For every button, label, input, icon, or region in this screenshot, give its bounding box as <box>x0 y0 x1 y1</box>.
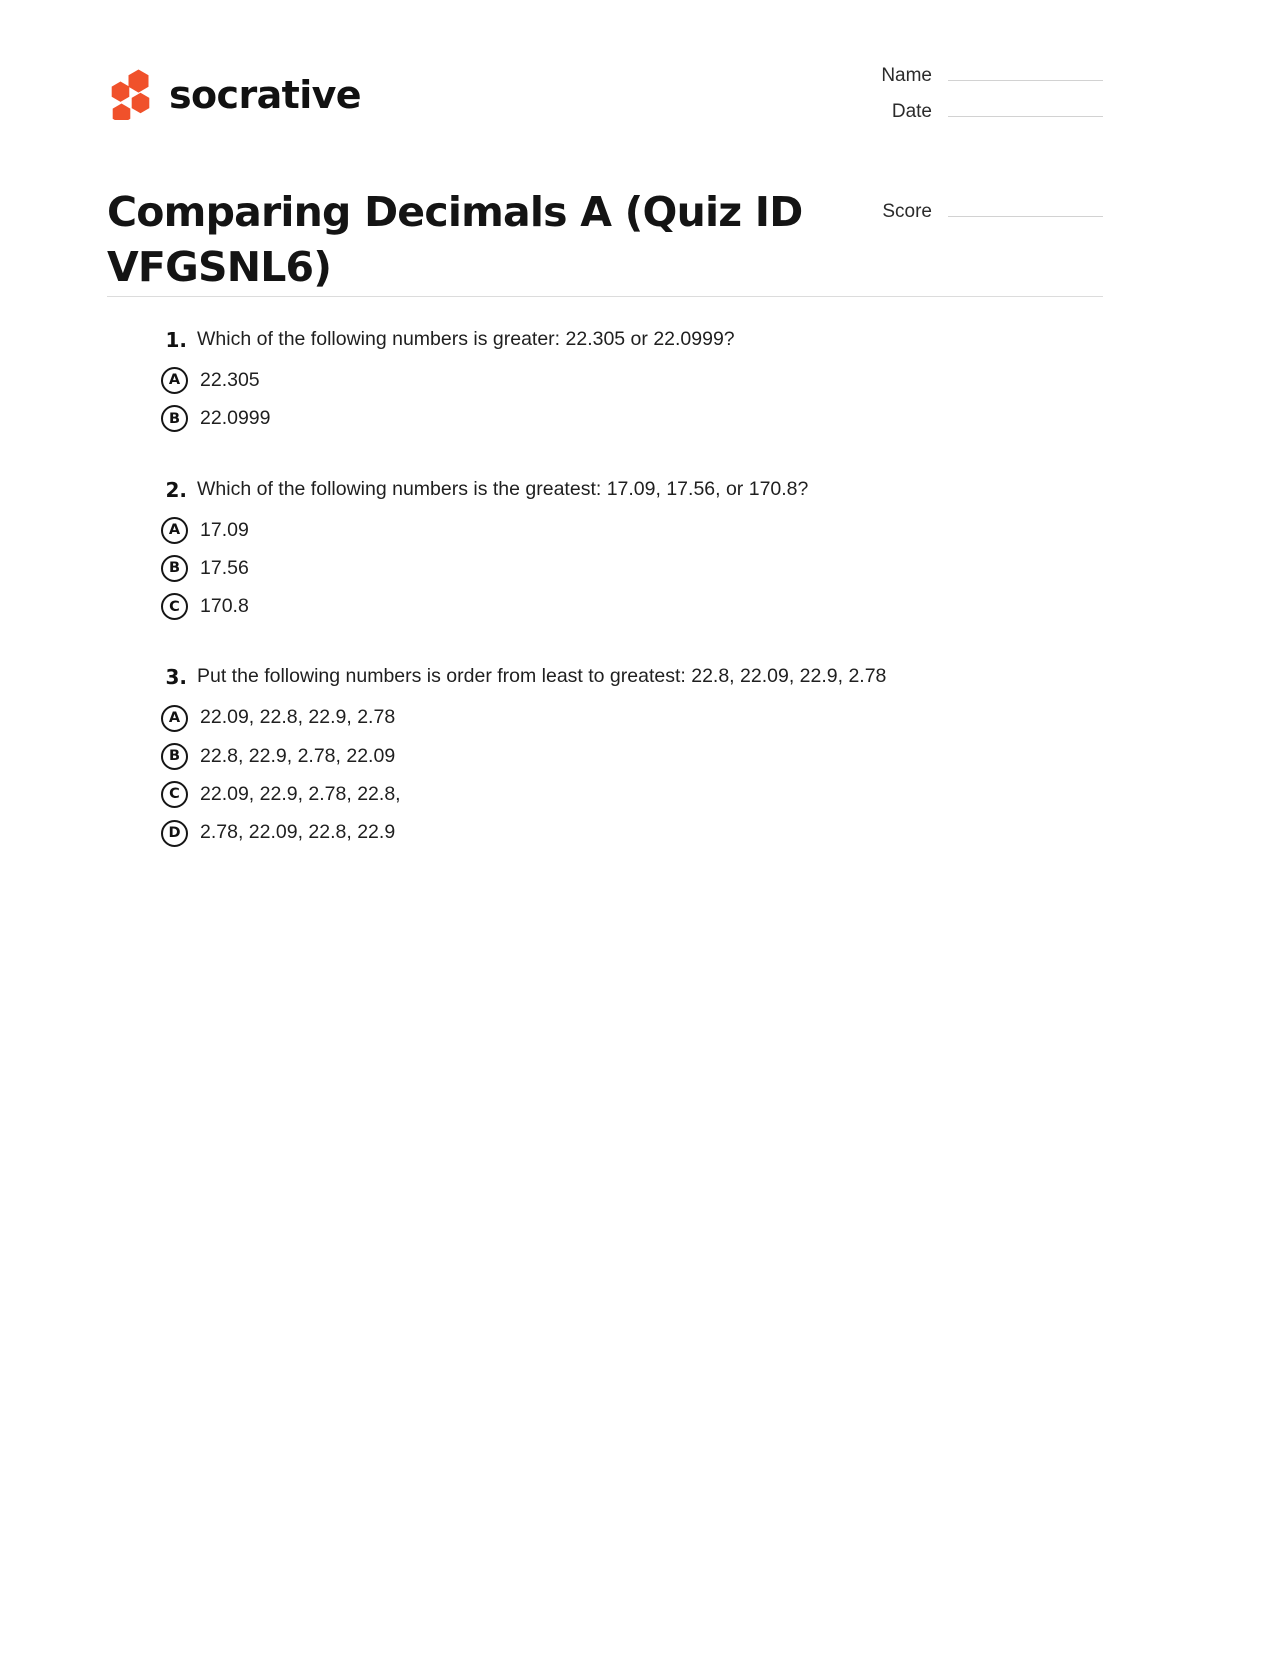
page-header <box>107 60 1103 222</box>
answer-choice[interactable] <box>107 819 1103 846</box>
name-field-row <box>773 60 1103 87</box>
answer-choice[interactable] <box>107 367 1103 394</box>
choice-label: 17.09 <box>200 518 249 541</box>
choice-label: 22.09, 22.8, 22.9, 2.78 <box>200 706 396 729</box>
answer-choice[interactable] <box>107 517 1103 544</box>
name-field-input[interactable] <box>948 60 1103 81</box>
question-number: 3. <box>165 665 187 690</box>
question-text: Which of the following numbers is the greatest: 17.09, 17.56, or 170.8? <box>197 477 809 500</box>
question-prompt <box>107 475 1103 505</box>
brand-name: socrative <box>169 73 361 117</box>
answer-choice[interactable] <box>107 555 1103 582</box>
choice-bubble-a[interactable]: A <box>161 367 188 394</box>
answer-choice[interactable] <box>107 405 1103 432</box>
score-field-label: Score <box>882 201 932 222</box>
choice-bubble-c[interactable]: C <box>161 593 188 620</box>
choice-label: 22.305 <box>200 369 260 391</box>
choice-bubble-a[interactable]: A <box>161 705 188 732</box>
question-block <box>107 662 1103 846</box>
choice-label: 2.78, 22.09, 22.8, 22.9 <box>200 821 396 844</box>
answer-choice[interactable] <box>107 704 1103 731</box>
header-divider <box>107 296 1103 297</box>
choice-bubble-b[interactable]: B <box>161 743 188 770</box>
answer-choice[interactable] <box>107 743 1103 770</box>
choice-label: 170.8 <box>200 595 249 618</box>
answer-choice[interactable] <box>107 781 1103 808</box>
choice-label: 22.8, 22.9, 2.78, 22.09 <box>200 744 396 767</box>
date-field-row <box>773 96 1103 123</box>
score-field-input[interactable] <box>948 196 1103 217</box>
questions-list <box>107 325 1103 889</box>
question-text: Which of the following numbers is greater: 22.305 or 22.0999? <box>197 328 735 350</box>
date-field-label: Date <box>891 101 932 122</box>
choice-bubble-c[interactable]: C <box>161 781 188 808</box>
question-block <box>107 325 1103 433</box>
name-field-label: Name <box>881 65 932 86</box>
page-title: Comparing Decimals A (Quiz ID VFGSNL6) <box>107 188 803 291</box>
question-number: 1. <box>165 328 187 352</box>
score-field-row <box>882 196 1103 223</box>
question-block <box>107 475 1103 621</box>
question-prompt <box>107 325 1103 355</box>
choice-bubble-b[interactable]: B <box>161 555 188 582</box>
choice-label: 22.09, 22.9, 2.78, 22.8, <box>200 783 401 806</box>
socrative-logo <box>107 68 361 120</box>
answer-choice[interactable] <box>107 593 1103 620</box>
choice-label: 17.56 <box>200 556 249 579</box>
question-prompt <box>107 662 1103 692</box>
date-field-input[interactable] <box>948 96 1103 117</box>
choice-label: 22.0999 <box>200 407 271 430</box>
student-info-fields <box>773 60 1103 132</box>
question-number: 2. <box>165 477 187 502</box>
choice-bubble-a[interactable]: A <box>161 517 188 544</box>
question-text: Put the following numbers is order from least to greatest: 22.8, 22.09, 22.9, 2.78 <box>197 665 887 688</box>
choice-bubble-d[interactable]: D <box>161 820 188 847</box>
hexagon-cluster-icon <box>107 68 155 120</box>
choice-bubble-b[interactable]: B <box>161 405 188 432</box>
